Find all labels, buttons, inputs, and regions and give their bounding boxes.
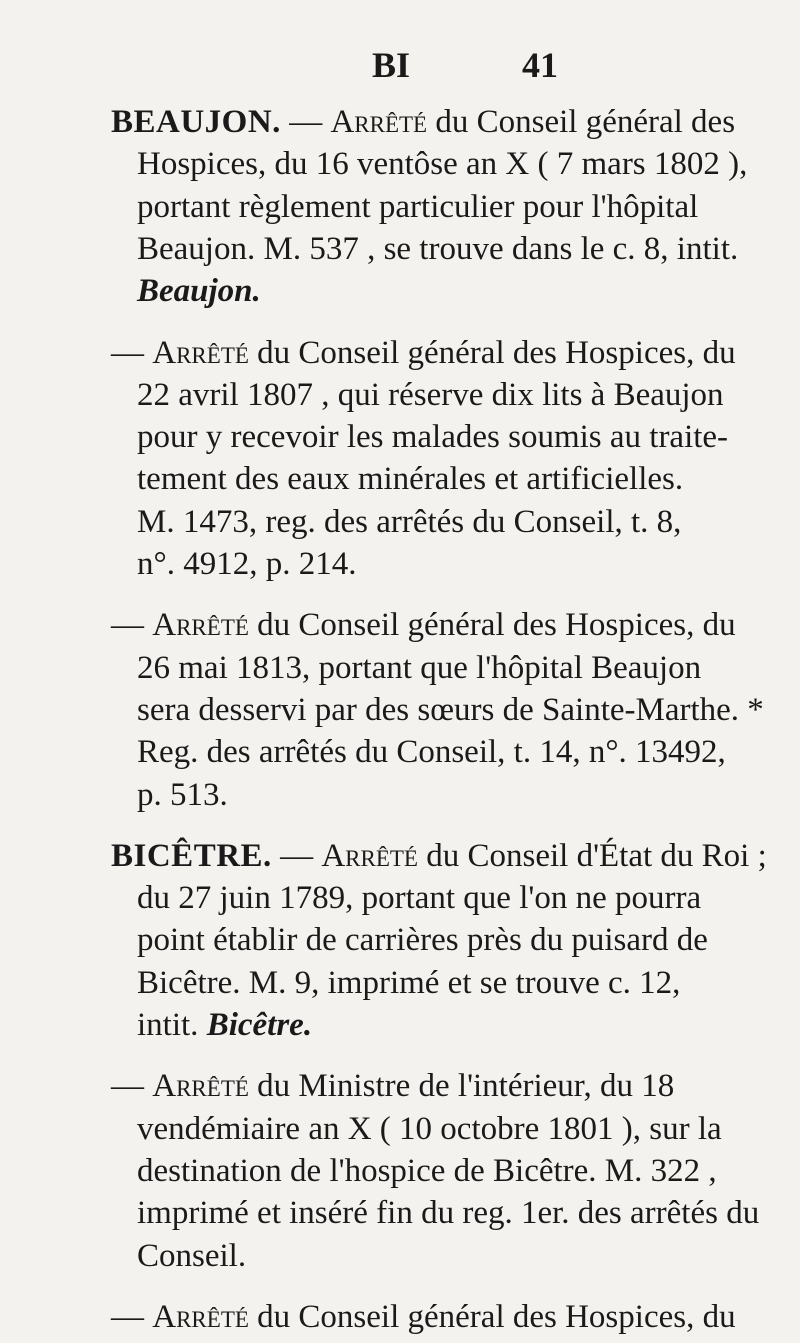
entry-line xyxy=(137,374,724,416)
entry-line xyxy=(137,416,728,458)
entry-line xyxy=(137,919,708,961)
text-run: Arrêté xyxy=(152,1298,249,1335)
text-run: du Conseil général des Hospices, du xyxy=(248,334,736,371)
text-run: du Ministre de l'intérieur, du 18 xyxy=(248,1068,675,1105)
text-run: du 27 juin 1789, portant que l'on ne pourra xyxy=(137,880,702,917)
entry-line xyxy=(137,689,764,731)
text-run: — xyxy=(280,104,331,140)
entry-line xyxy=(137,270,261,312)
entry-line xyxy=(137,1192,759,1234)
text-run: intit. xyxy=(137,1007,207,1043)
text-run: n°. 4912, p. 214. xyxy=(137,546,357,582)
text-run: BICÊTRE. xyxy=(111,837,272,874)
text-run: p. 513. xyxy=(137,776,228,813)
text-run: Hospices, du 16 ventôse an X ( 7 mars 1802 ), xyxy=(137,146,748,183)
text-run: Beaujon. xyxy=(137,273,261,310)
entry-line xyxy=(137,186,698,228)
entry-line xyxy=(137,501,681,543)
entry-line xyxy=(137,143,747,185)
text-run: BEAUJON. xyxy=(111,104,281,140)
entry-line xyxy=(137,1150,717,1192)
text-run: Conseil. xyxy=(137,1237,247,1274)
text-run: portant règlement particulier pour l'hôpital xyxy=(137,188,699,225)
entry-heading-line xyxy=(111,1065,674,1107)
text-run: du Conseil général des Hospices, du xyxy=(248,607,736,644)
entry-line xyxy=(137,877,701,919)
entry-heading-line xyxy=(111,604,736,646)
entry-heading-line xyxy=(111,835,767,877)
entry-heading-line xyxy=(111,1296,736,1338)
page-number: 41 xyxy=(522,45,558,85)
text-run: sera desservi par des sœurs de Sainte-Marthe. * xyxy=(137,691,764,728)
text-run: — xyxy=(111,334,153,371)
entry-line xyxy=(137,1108,722,1150)
entry-heading-line xyxy=(111,332,736,374)
text-run: Bicêtre. xyxy=(206,1007,313,1043)
entry-line xyxy=(137,458,683,500)
text-run: Arrêté xyxy=(152,334,249,371)
text-run: vendémiaire an X ( 10 octobre 1801 ), sur la xyxy=(137,1110,722,1147)
text-run: tement des eaux minérales et artificielles. xyxy=(137,461,684,498)
text-run: Arrêté xyxy=(152,607,249,644)
text-run: Beaujon. M. 537 , se trouve dans le c. 8, intit. xyxy=(137,230,739,267)
entry-line xyxy=(137,228,738,270)
entry-line xyxy=(137,774,228,816)
entry-line xyxy=(137,647,701,689)
text-run: point établir de carrières près du puisard de xyxy=(137,922,708,959)
text-run: Bicêtre. M. 9, imprimé et se trouve c. 12, xyxy=(137,964,681,1001)
entry-line xyxy=(137,1004,312,1046)
text-run: — xyxy=(111,607,153,644)
text-run: Arrêté xyxy=(321,837,418,874)
text-run: du Conseil d'État du Roi ; xyxy=(417,837,767,874)
text-run: du Conseil général des xyxy=(427,104,736,140)
running-head-letters: BI xyxy=(372,45,411,85)
text-run: destination de l'hospice de Bicêtre. M. 322 , xyxy=(137,1152,717,1189)
text-run: 22 avril 1807 , qui réserve dix lits à Beaujon xyxy=(137,376,724,413)
text-run: Arrêté xyxy=(152,1068,249,1105)
text-run: Reg. des arrêtés du Conseil, t. 14, n°. 13492, xyxy=(137,734,726,771)
text-run: M. 1473, reg. des arrêtés du Conseil, t. 8, xyxy=(137,503,682,540)
text-run: Arrêté xyxy=(330,104,428,140)
text-run: — xyxy=(111,1068,153,1105)
text-run: — xyxy=(111,1298,153,1335)
text-run: imprimé et inséré fin du reg. 1er. des arrêtés du xyxy=(137,1195,760,1232)
entry-line xyxy=(137,1235,246,1277)
text-run: — xyxy=(271,837,322,874)
entry-line xyxy=(137,543,356,585)
text-run: du Conseil général des Hospices, du xyxy=(248,1298,736,1335)
text-run: pour y recevoir les malades soumis au traite- xyxy=(137,419,729,456)
entry-line xyxy=(137,962,680,1004)
entry-line xyxy=(137,731,726,773)
running-head xyxy=(0,44,800,94)
entry-heading-line xyxy=(111,101,735,143)
text-run: 26 mai 1813, portant que l'hôpital Beaujon xyxy=(137,649,702,686)
